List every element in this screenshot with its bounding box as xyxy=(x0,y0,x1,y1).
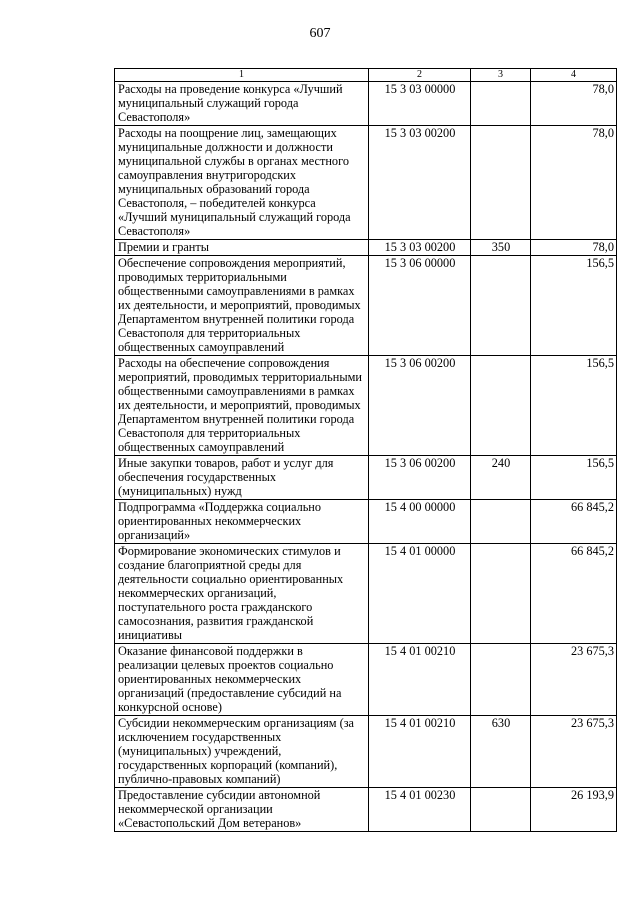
row-type xyxy=(471,126,531,240)
table-header-row xyxy=(115,69,617,82)
row-name: Обеспечение сопровождения мероприятий, проводимых территориальными общественными самоуправлениями в рамках их деятельности, и мероприятий, проводимых Департаментом внутренней политики города Севастополя для территориальных общественных самоуправлений xyxy=(115,256,369,356)
row-amount: 78,0 xyxy=(531,240,617,256)
table-row xyxy=(115,256,617,356)
row-code: 15 3 06 00200 xyxy=(369,356,471,456)
table-row xyxy=(115,500,617,544)
row-type xyxy=(471,544,531,644)
row-type: 240 xyxy=(471,456,531,500)
row-name: Расходы на обеспечение сопровождения мероприятий, проводимых территориальными общественными самоуправлениями в рамках их деятельности, и мероприятий, проводимых Департаментом внутренней политики города Севастополя для территориальных общественных самоуправлений xyxy=(115,356,369,456)
row-amount: 156,5 xyxy=(531,456,617,500)
row-code: 15 3 03 00200 xyxy=(369,126,471,240)
row-amount: 66 845,2 xyxy=(531,544,617,644)
row-amount: 156,5 xyxy=(531,256,617,356)
table-row xyxy=(115,456,617,500)
table-row xyxy=(115,544,617,644)
column-header-amount: 4 xyxy=(531,69,617,82)
table-row xyxy=(115,788,617,832)
row-amount: 78,0 xyxy=(531,126,617,240)
row-amount: 66 845,2 xyxy=(531,500,617,544)
row-type xyxy=(471,256,531,356)
row-code: 15 4 01 00210 xyxy=(369,644,471,716)
row-name: Иные закупки товаров, работ и услуг для обеспечения государственных (муниципальных) нужд xyxy=(115,456,369,500)
row-name: Формирование экономических стимулов и создание благоприятной среды для деятельности социально ориентированных некоммерческих организаций, поступательного роста гражданского самосознания, развития гражданской инициативы xyxy=(115,544,369,644)
row-name: Предоставление субсидии автономной некоммерческой организации «Севастопольский Дом ветеранов» xyxy=(115,788,369,832)
table-row xyxy=(115,82,617,126)
budget-table xyxy=(114,68,617,832)
table-row xyxy=(115,716,617,788)
row-type xyxy=(471,500,531,544)
row-name: Подпрограмма «Поддержка социально ориентированных некоммерческих организаций» xyxy=(115,500,369,544)
row-code: 15 4 01 00210 xyxy=(369,716,471,788)
row-amount: 23 675,3 xyxy=(531,644,617,716)
row-name: Расходы на проведение конкурса «Лучший муниципальный служащий города Севастополя» xyxy=(115,82,369,126)
row-code: 15 4 00 00000 xyxy=(369,500,471,544)
row-amount: 23 675,3 xyxy=(531,716,617,788)
row-code: 15 4 01 00000 xyxy=(369,544,471,644)
row-code: 15 3 03 00200 xyxy=(369,240,471,256)
row-amount: 78,0 xyxy=(531,82,617,126)
column-header-code: 2 xyxy=(369,69,471,82)
row-type xyxy=(471,82,531,126)
row-name: Субсидии некоммерческим организациям (за исключением государственных (муниципальных) учреждений, государственных корпораций (компаний), публично-правовых компаний) xyxy=(115,716,369,788)
row-name: Расходы на поощрение лиц, замещающих муниципальные должности и должности муниципальной службы в органах местного самоуправления внутригородских муниципальных образований города Севастополя, – победителей конкурса «Лучший муниципальный служащий города Севастополя» xyxy=(115,126,369,240)
row-type xyxy=(471,356,531,456)
page-number: 607 xyxy=(309,26,331,41)
table-row xyxy=(115,644,617,716)
row-type xyxy=(471,788,531,832)
column-header-name: 1 xyxy=(115,69,369,82)
column-header-type: 3 xyxy=(471,69,531,82)
row-code: 15 3 06 00000 xyxy=(369,256,471,356)
table-row xyxy=(115,126,617,240)
row-amount: 156,5 xyxy=(531,356,617,456)
row-code: 15 4 01 00230 xyxy=(369,788,471,832)
table-row xyxy=(115,240,617,256)
row-amount: 26 193,9 xyxy=(531,788,617,832)
row-code: 15 3 03 00000 xyxy=(369,82,471,126)
row-type xyxy=(471,644,531,716)
row-code: 15 3 06 00200 xyxy=(369,456,471,500)
row-name: Премии и гранты xyxy=(115,240,369,256)
row-name: Оказание финансовой поддержки в реализации целевых проектов социально ориентированных некоммерческих организаций (предоставление субсидий на конкурсной основе) xyxy=(115,644,369,716)
row-type: 350 xyxy=(471,240,531,256)
table-row xyxy=(115,356,617,456)
row-type: 630 xyxy=(471,716,531,788)
